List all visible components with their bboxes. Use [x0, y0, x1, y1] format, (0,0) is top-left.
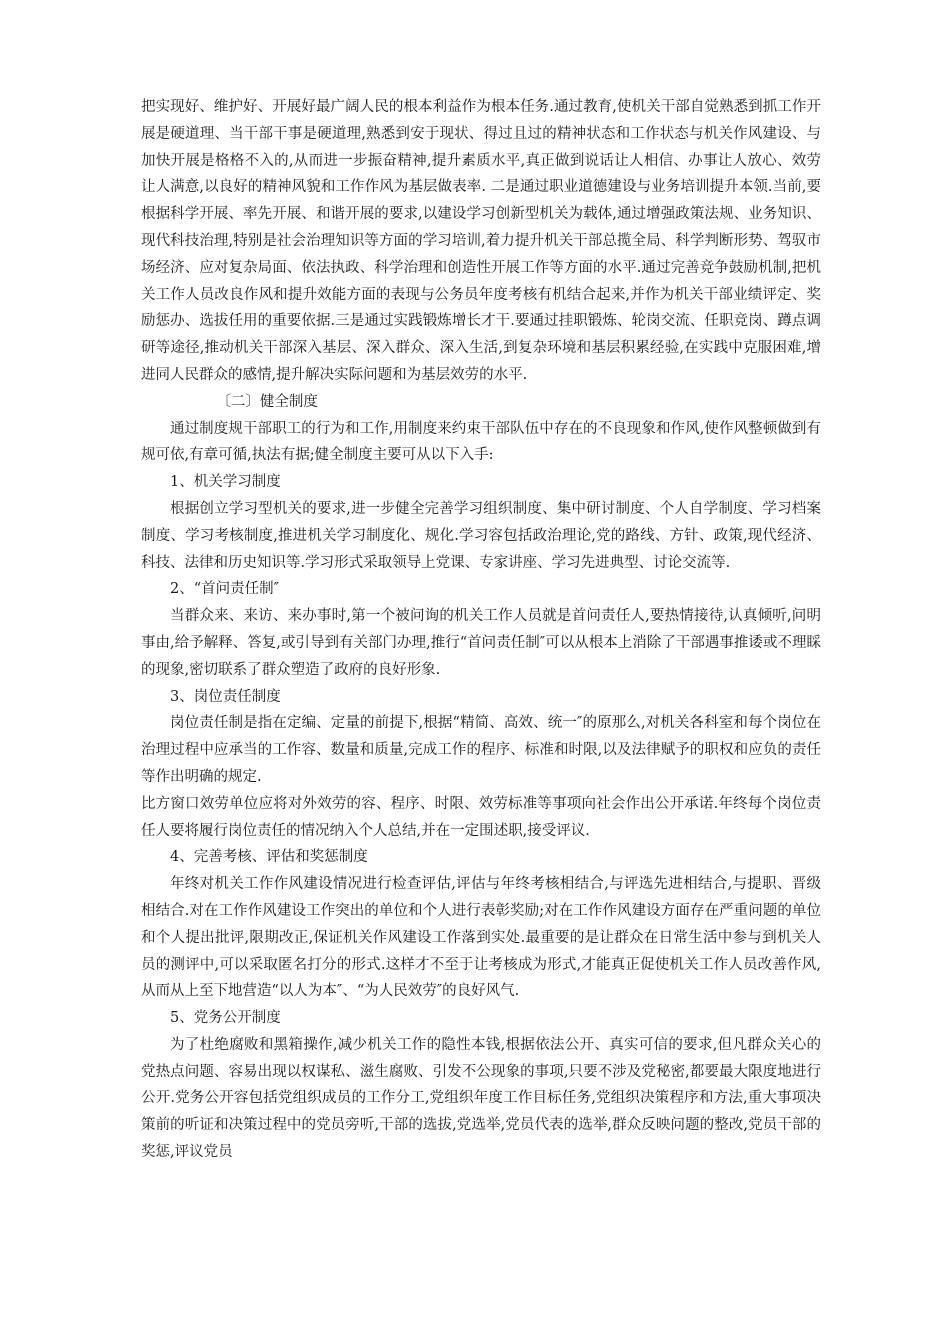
paragraph-party-affairs: 为了杜绝腐败和黑箱操作,减少机关工作的隐性本钱,根据依法公开、真实可信的要求,但凡群众关心的党热点问题、容易出现以权谋私、滋生腐败、引发不公现象的事项,只要不涉及党秘密,都要最大限度地进行公开.党务公开容包括党组织成员的工作分工,党组织年度工作目标任务,党组织决策程序和方法,重大事项决策前的听证和决策过程中的党员旁听,干部的选拔,党选举,党员代表的选举,群众反映问题的整改,党员干部的奖惩,评议党员	[141, 1036, 821, 1161]
subheading-first-inquiry: 2、“首问责任制″	[170, 581, 280, 598]
paragraph-first-inquiry: 当群众来、来访、来办事时,第一个被问询的机关工作人员就是首问责任人,要热情接待,认真倾听,问明事由,给予解释、答复,或引导到有关部门办理,推行“首问责任制″可以从根本上消除了干部遇事推诿或不理睬的现象,密切联系了群众塑造了政府的良好形象.	[141, 608, 821, 678]
paragraph-assessment: 年终对机关工作作风建设情况进行检查评估,评估与年终考核相结合,与评选先进相结合,与提职、晋级相结合.对在工作作风建设工作突出的单位和个人进行表彰奖励;对在工作作风建设方面存在严重问题的单位和个人提出批评,限期改正,保证机关作风建设工作落到实处.最重要的是让群众在日常生活中参与到机关人员的测评中,可以采取匿名打分的形式.这样才不至于让考核成为形式,才能真正促使机关工作人员改善作风,从而从上至下地营造“以人为本″、“为人民效劳″的良好风气.	[141, 876, 821, 1000]
subheading-party-affairs: 5、党务公开制度	[170, 1010, 281, 1027]
subheading-post-responsibility: 3、岗位责任制度	[170, 688, 281, 705]
subheading-assessment: 4、完善考核、评估和奖惩制度	[170, 849, 368, 866]
paragraph-post-responsibility: 岗位责任制是指在定编、定量的前提下,根据“精简、高效、统一″的原那么,对机关各科室和每个岗位在治理过程中应承当的工作容、数量和质量,完成工作的程序、标准和时限,以及法律赋予的职权和应负的责任等作出明确的规定.	[141, 715, 821, 785]
paragraph-study-system: 根据创立学习型机关的要求,进一步健全完善学习组织制度、集中研讨制度、个人自学制度、学习档案制度、学习考核制度,推进机关学习制度化、规化.学习容包括政治理论,党的路线、方针、政策,现代经济、科技、法律和历史知识等.学习形式采取领导上党课、专家讲座、学习先进典型、讨论交流等.	[141, 500, 821, 571]
paragraph-education: 把实现好、维护好、开展好最广阔人民的根本利益作为根本任务.通过教育,使机关干部自觉熟悉到抓工作开展是硬道理、当干部干事是硬道理,熟悉到安于现状、得过且过的精神状态和工作状态与机关作风建设、与加快开展是格格不入的,从而进一步振奋精神,提升素质水平,真正做到说话让人相信、办事让人放心、效劳让人满意,以良好的精神风貌和工作作风为基层做表率. 二是通过职业道德建设与业务培训提升本领.当前,要根据科学开展、率先开展、和谐开展的要求,以建设学习创新型机关为载体,通过增强政策法规、业务知识、现代科技治理,特别是社会治理知识等方面的学习培训,着力提升机关干部总揽全局、科学判断形势、驾驭市场经济、应对复杂局面、依法执政、科学治理和创造性开展工作等方面的水平.通过完善竞争鼓励机制,把机关工作人员改良作风和提升效能方面的表现与公务员年度考核有机结合起来,并作为机关干部业绩评定、奖励惩办、选拔任用的重要依据.三是通过实践锻炼增长才干.要通过挂职锻炼、轮岗交流、任职竞岗、蹲点调研等途径,推动机关干部深入基层、深入群众、深入生活,到复杂环境和基层积累经验,在实践中克服困难,增进同人民群众的感情,提升解决实际问题和为基层效劳的水平.	[141, 99, 821, 383]
subheading-study-system: 1、机关学习制度	[170, 474, 281, 491]
section-heading-improve-system: 〔二〕健全制度	[216, 393, 318, 410]
paragraph-system-intro: 通过制度规干部职工的行为和工作,用制度来约束干部队伍中存在的不良现象和作风,使作风整顿做到有规可依,有章可循,执法有据;健全制度主要可从以下入手:	[141, 420, 821, 464]
paragraph-public-commitment: 比方窗口效劳单位应将对外效劳的容、程序、时限、效劳标准等事项向社会作出公开承诺.年终每个岗位责任人要将履行岗位责任的情况纳入个人总结,并在一定围述职,接受评议.	[141, 795, 821, 839]
document-page	[141, 94, 821, 1166]
